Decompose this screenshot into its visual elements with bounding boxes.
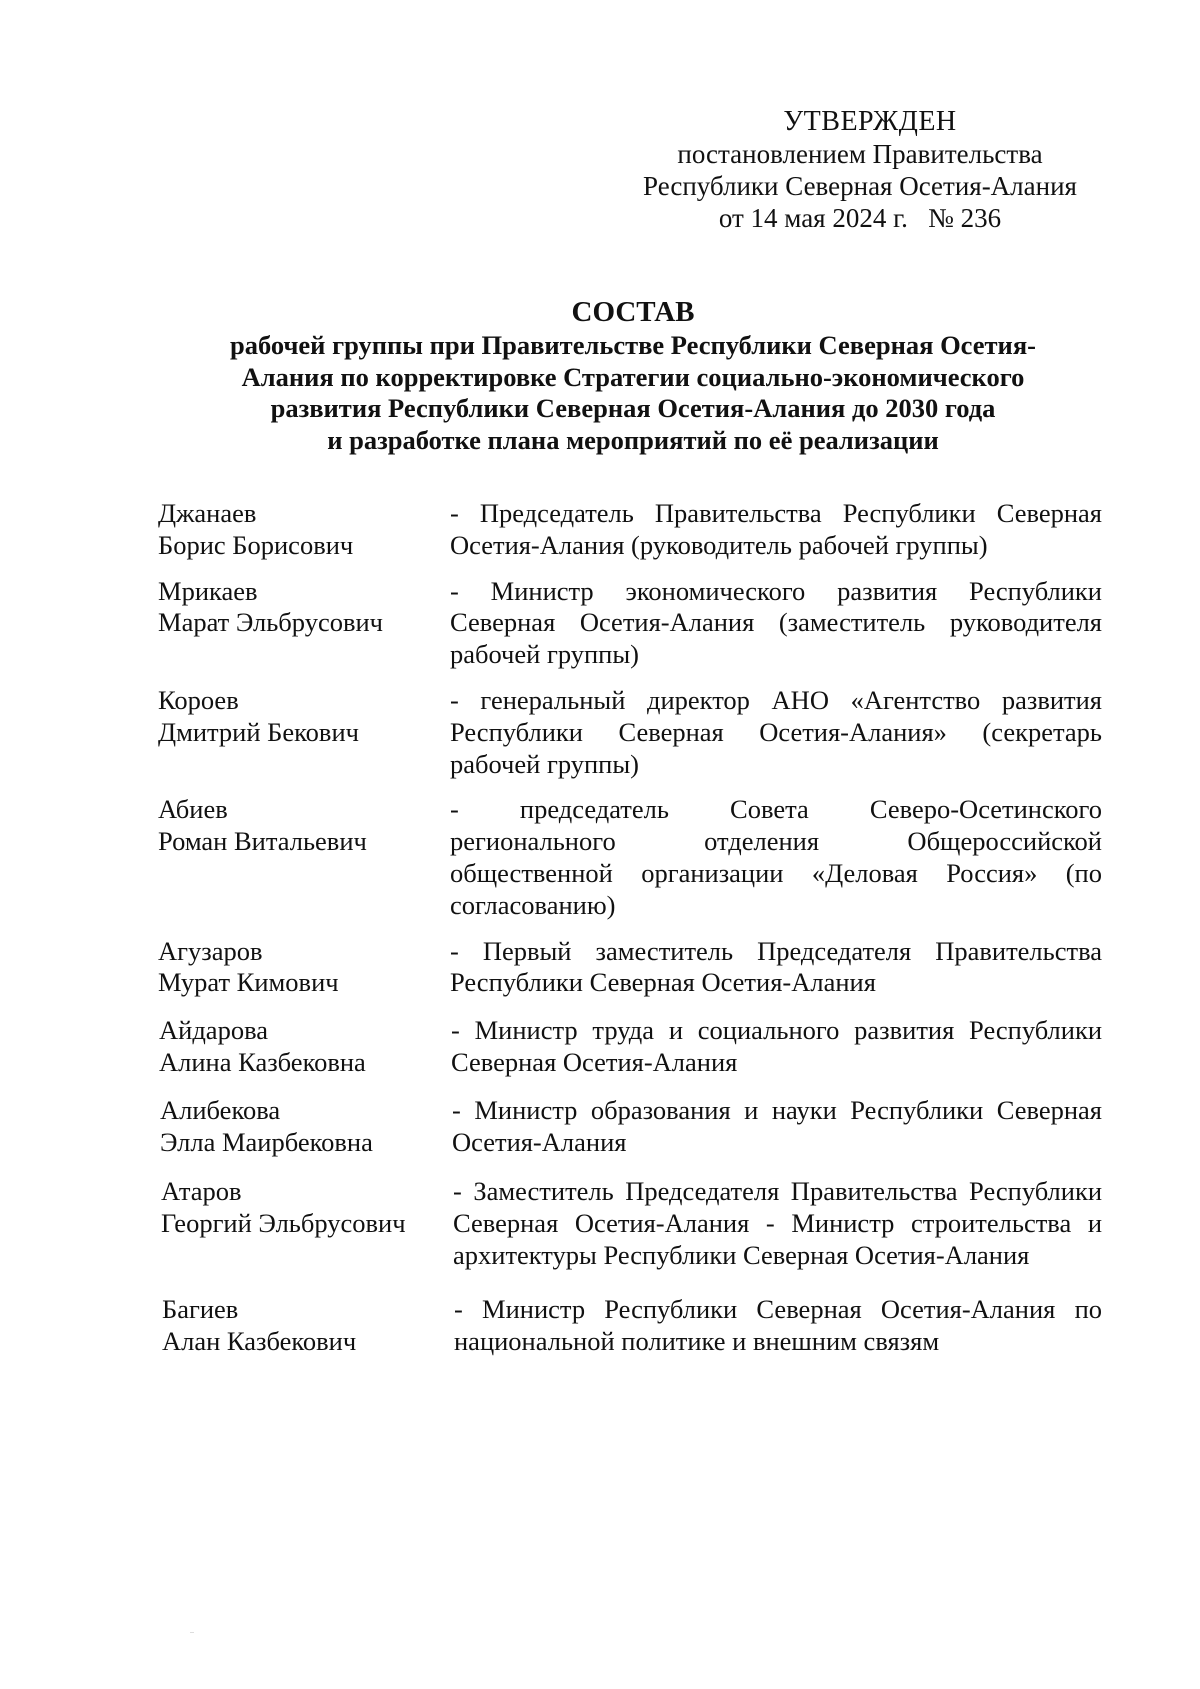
approval-stamp-block xyxy=(600,106,1120,234)
member-surname: Атаров xyxy=(161,1176,242,1207)
member-surname: Мрикаев xyxy=(158,575,258,606)
member-surname: Айдарова xyxy=(159,1015,268,1046)
member-role: - Министр образования и науки Республики Северная Осетия-Алания xyxy=(452,1094,1102,1157)
member-surname: Агузаров xyxy=(158,935,263,966)
member-given-names: Дмитрий Бекович xyxy=(158,716,359,747)
document-title-block xyxy=(160,294,1106,456)
approval-date-number: от 14 мая 2024 г. № 236 xyxy=(718,203,1002,233)
title-subline: развития Республики Северная Осетия-Алания до 2030 года xyxy=(270,393,996,423)
member-given-names: Марат Эльбрусович xyxy=(158,607,383,638)
member-row xyxy=(160,1095,1102,1159)
scan-speck xyxy=(190,1632,194,1633)
member-name xyxy=(158,576,450,671)
document-title: СОСТАВ xyxy=(571,296,695,328)
member-name xyxy=(159,1015,451,1079)
member-row xyxy=(158,576,1102,671)
member-surname: Короев xyxy=(158,684,239,715)
member-role: - Министр Республики Северная Осетия-Алания по национальной политике и внешним связям xyxy=(454,1293,1102,1356)
member-name xyxy=(158,794,450,921)
member-role: - Первый заместитель Председателя Правительства Республики Северная Осетия-Алания xyxy=(450,935,1102,998)
title-subline: и разработке плана мероприятий по её реализации xyxy=(327,424,939,455)
member-surname: Багиев xyxy=(162,1293,239,1324)
member-row xyxy=(161,1176,1102,1271)
title-subline: рабочей группы при Правительстве Республики Северная Осетия- xyxy=(230,330,1036,360)
member-row xyxy=(159,1015,1102,1079)
member-row xyxy=(162,1294,1102,1358)
member-given-names: Роман Витальевич xyxy=(158,826,367,857)
member-role: - генеральный директор АНО «Агентство развития Республики Северная Осетия-Алания» (секретарь рабочей группы) xyxy=(450,684,1102,779)
member-name xyxy=(158,685,450,780)
member-given-names: Борис Борисович xyxy=(158,529,354,560)
member-surname: Алибекова xyxy=(160,1094,281,1125)
member-row xyxy=(158,498,1102,562)
approval-line-decree: постановлением Правительства xyxy=(677,139,1043,169)
member-given-names: Элла Маирбековна xyxy=(160,1126,373,1157)
member-role: - Министр труда и социального развития Республики Северная Осетия-Алания xyxy=(451,1015,1102,1077)
member-role: - Министр экономического развития Республики Северная Осетия-Алания (заместитель руководителя рабочей группы) xyxy=(450,575,1102,670)
member-name xyxy=(162,1294,454,1358)
approved-heading: УТВЕРЖДЕН xyxy=(783,106,957,137)
member-row xyxy=(158,794,1102,921)
member-row xyxy=(158,685,1102,780)
member-role: - Заместитель Председателя Правительства Республики Северная Осетия-Алания - Министр строительства и архитектуры Республики Северная Осетия-Алания xyxy=(453,1176,1102,1270)
member-surname: Джанаев xyxy=(158,498,257,528)
approval-line-republic: Республики Северная Осетия-Алания xyxy=(643,171,1077,201)
member-given-names: Мурат Кимович xyxy=(158,967,339,998)
member-name xyxy=(158,498,450,562)
member-role: - Председатель Правительства Республики Северная Осетия-Алания (руководитель рабочей группы) xyxy=(450,498,1102,560)
member-name xyxy=(158,936,450,1000)
member-surname: Абиев xyxy=(158,794,228,825)
member-given-names: Алан Казбекович xyxy=(162,1325,357,1356)
member-role: - председатель Совета Северо-Осетинского регионального отделения Общероссийской общественной организации «Деловая Россия» (по согласованию) xyxy=(450,794,1102,920)
title-subline: Алания по корректировке Стратегии социально-экономического xyxy=(241,361,1025,392)
member-given-names: Георгий Эльбрусович xyxy=(161,1208,406,1239)
member-row xyxy=(158,936,1102,1000)
members-list xyxy=(158,498,1102,1357)
member-name xyxy=(161,1176,453,1271)
member-given-names: Алина Казбековна xyxy=(159,1046,366,1077)
member-name xyxy=(160,1095,452,1159)
